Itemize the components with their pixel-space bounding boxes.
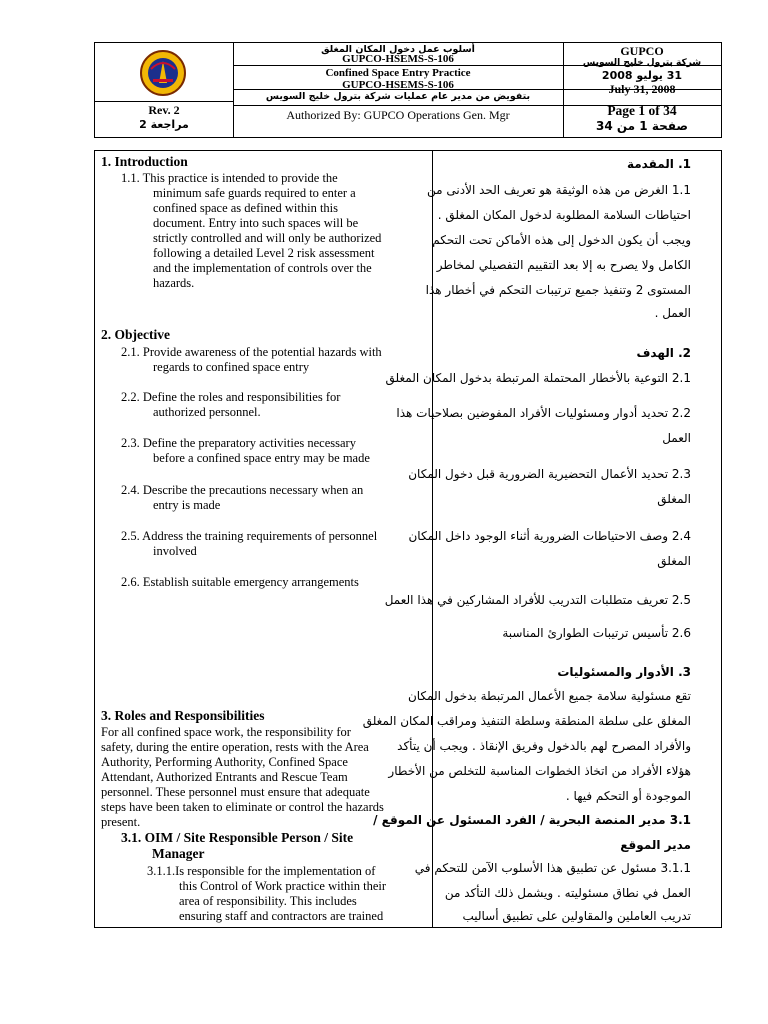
text-line: present. [101, 815, 141, 829]
text-line-ar: 2.5 تعريف متطلبات التدريب للأفراد المشاركين في هذا العمل [384, 593, 691, 607]
text-line-ar: الموجودة أو التحكم فيها . [565, 789, 691, 803]
text-line-ar: هؤلاء الأفراد من اتخاذ الخطوات المناسبة للتخلص من الأخطار [388, 764, 691, 778]
text-line-ar: العمل . [654, 306, 691, 320]
text-line-ar: المستوى 2 وتنفيذ جميع ترتيبات التحكم في أخطار هذا [425, 283, 691, 297]
text-line: 2.2. Define the roles and responsibilities for [121, 390, 341, 404]
text-line: this Control of Work practice within their [179, 879, 387, 893]
text-line-ar: 1.1 الغرض من هذه الوثيقة هو تعريف الحد الأدنى من [427, 183, 691, 197]
text-line: 2.3. Define the preparatory activities necessary [121, 436, 356, 450]
text-line-ar: 2.2 تحديد أدوار ومسئوليات الأفراد المفوضين بصلاحيات هذا [396, 406, 691, 420]
gupco-logo-icon [139, 49, 187, 97]
subsection-title: Manager [152, 846, 205, 861]
text-line: regards to confined space entry [153, 360, 310, 374]
text-line-ar: العمل [662, 431, 691, 445]
text-line: confined space as defined within this [153, 201, 339, 215]
text-line: 2.6. Establish suitable emergency arrangements [121, 575, 359, 589]
text-line: 1.1. This practice is intended to provide the [121, 171, 338, 185]
date-ar: 31 يوليو 2008 [601, 69, 683, 82]
text-line: 2.1. Provide awareness of the potential hazards with [121, 345, 382, 359]
section-introduction-title-ar: 1. المقدمة [626, 157, 691, 171]
text-line: ensuring staff and contractors are trained [179, 909, 384, 923]
text-line: strictly controlled and will only be authorized [153, 231, 382, 245]
text-line-ar: المغلق [657, 492, 691, 506]
section-introduction-title: 1. Introduction [101, 154, 188, 169]
text-line-ar: 2.6 تأسيس ترتيبات الطوارئ المناسبة [502, 626, 691, 640]
authorization-ar: بتفويض من مدير عام عمليات شركة بترول خليج السويس [265, 91, 531, 102]
text-line: minimum safe guards required to enter a [153, 186, 356, 200]
text-line: For all confined space work, the responsibility for [101, 725, 351, 739]
text-line-ar: 3.1.1 مسئول عن تطبيق هذا الأسلوب الآمن للتحكم في [414, 861, 691, 875]
text-line-ar: 2.1 التوعية بالأخطار المحتملة المرتبطة بدخول المكان المغلق [385, 371, 691, 385]
text-line-ar: 2.3 تحديد الأعمال التحضيرية الضرورية قبل دخول المكان [408, 467, 691, 481]
section-roles-title: 3. Roles and Responsibilities [101, 708, 265, 723]
doc-code-1: GUPCO-HSEMS-S-106 [342, 53, 454, 65]
text-line: steps have been taken to eliminate or control the hazards [101, 800, 384, 814]
text-line: Authority, Performing Authority, Confined Space [101, 755, 348, 769]
date-en: July 31, 2008 [608, 82, 676, 96]
subsection-title-ar: 3.1 مدير المنصة البحرية / الفرد المسئول عن الموقع / [373, 813, 691, 827]
company-name-ar: شركة بترول خليج السويس [582, 58, 702, 68]
authorization-en: Authorized By: GUPCO Operations Gen. Mgr [286, 108, 510, 122]
text-line-ar: 2.4 وصف الاحتياطات الضرورية أثناء الوجود داخل المكان [408, 529, 691, 543]
text-line-ar: المغلق على سلطة المنطقة وسلطة التنفيذ ومراقب المكان المغلق [362, 714, 691, 728]
revision-label: Rev. 2 [148, 103, 180, 117]
text-line: involved [153, 544, 197, 558]
text-line-ar: احتياطات السلامة المطلوبة لدخول المكان المغلق . [437, 208, 691, 222]
text-line: authorized personnel. [153, 405, 261, 419]
text-line: safety, during the entire operation, rests with the Area [101, 740, 369, 754]
text-line: following a detailed Level 2 risk assessment [153, 246, 375, 260]
text-line: 2.5. Address the training requirements of personnel [121, 529, 378, 543]
text-line-ar: المغلق [657, 554, 691, 568]
revision-label-ar: مراجعة 2 [139, 118, 189, 131]
text-line: before a confined space entry may be made [153, 451, 370, 465]
text-line: document. Entry into such spaces will be [153, 216, 359, 230]
subsection-title-ar: مدير الموقع [620, 838, 691, 852]
doc-code-2: GUPCO-HSEMS-S-106 [342, 79, 454, 91]
text-line-ar: الكامل ولا يصرح به إلا بعد التقييم التفصيلي لمخاطر [436, 258, 691, 272]
text-line: area of responsibility. This includes [179, 894, 357, 908]
company-name: GUPCO [620, 44, 664, 58]
subsection-title: 3.1. OIM / Site Responsible Person / Site [121, 830, 354, 845]
text-line: personnel. These personnel must ensure that adequate [101, 785, 370, 799]
section-objective-title: 2. Objective [101, 327, 170, 342]
section-objective-title-ar: 2. الهدف [636, 346, 691, 360]
text-line: entry is made [153, 498, 221, 512]
text-line: hazards. [153, 276, 195, 290]
text-line-ar: والأفراد المصرح لهم بالدخول وفريق الإنقاذ . ويجب أن يتأكد [397, 739, 691, 753]
doc-title-ar: أسلوب عمل دخول المكان المغلق [321, 44, 475, 55]
text-line-ar: ويجب أن يكون الدخول إلى هذه الأماكن تحت التحكم [432, 233, 691, 247]
page-number: Page 1 of 34 [607, 103, 677, 118]
text-line-ar: تدريب العاملين والمقاولين على تطبيق أساليب [462, 909, 691, 923]
page-number-ar: صفحة 1 من 34 [596, 119, 688, 133]
text-line: and the implementation of controls over the [153, 261, 372, 275]
text-line: Attendant, Authorized Entrants and Rescue Team [101, 770, 348, 784]
doc-title-en: Confined Space Entry Practice [325, 67, 471, 79]
text-line-ar: العمل في نطاق مسئوليته . ويشمل ذلك التأكد من [444, 886, 691, 900]
text-line: 3.1.1.Is responsible for the implementation of [147, 864, 376, 878]
text-line: 2.4. Describe the precautions necessary when an [121, 483, 364, 497]
content-table [94, 150, 722, 928]
section-roles-title-ar: 3. الأدوار والمسئوليات [557, 665, 691, 679]
text-line-ar: تقع مسئولية سلامة جميع الأعمال المرتبطة بدخول المكان [407, 689, 691, 703]
document-header [94, 42, 722, 138]
